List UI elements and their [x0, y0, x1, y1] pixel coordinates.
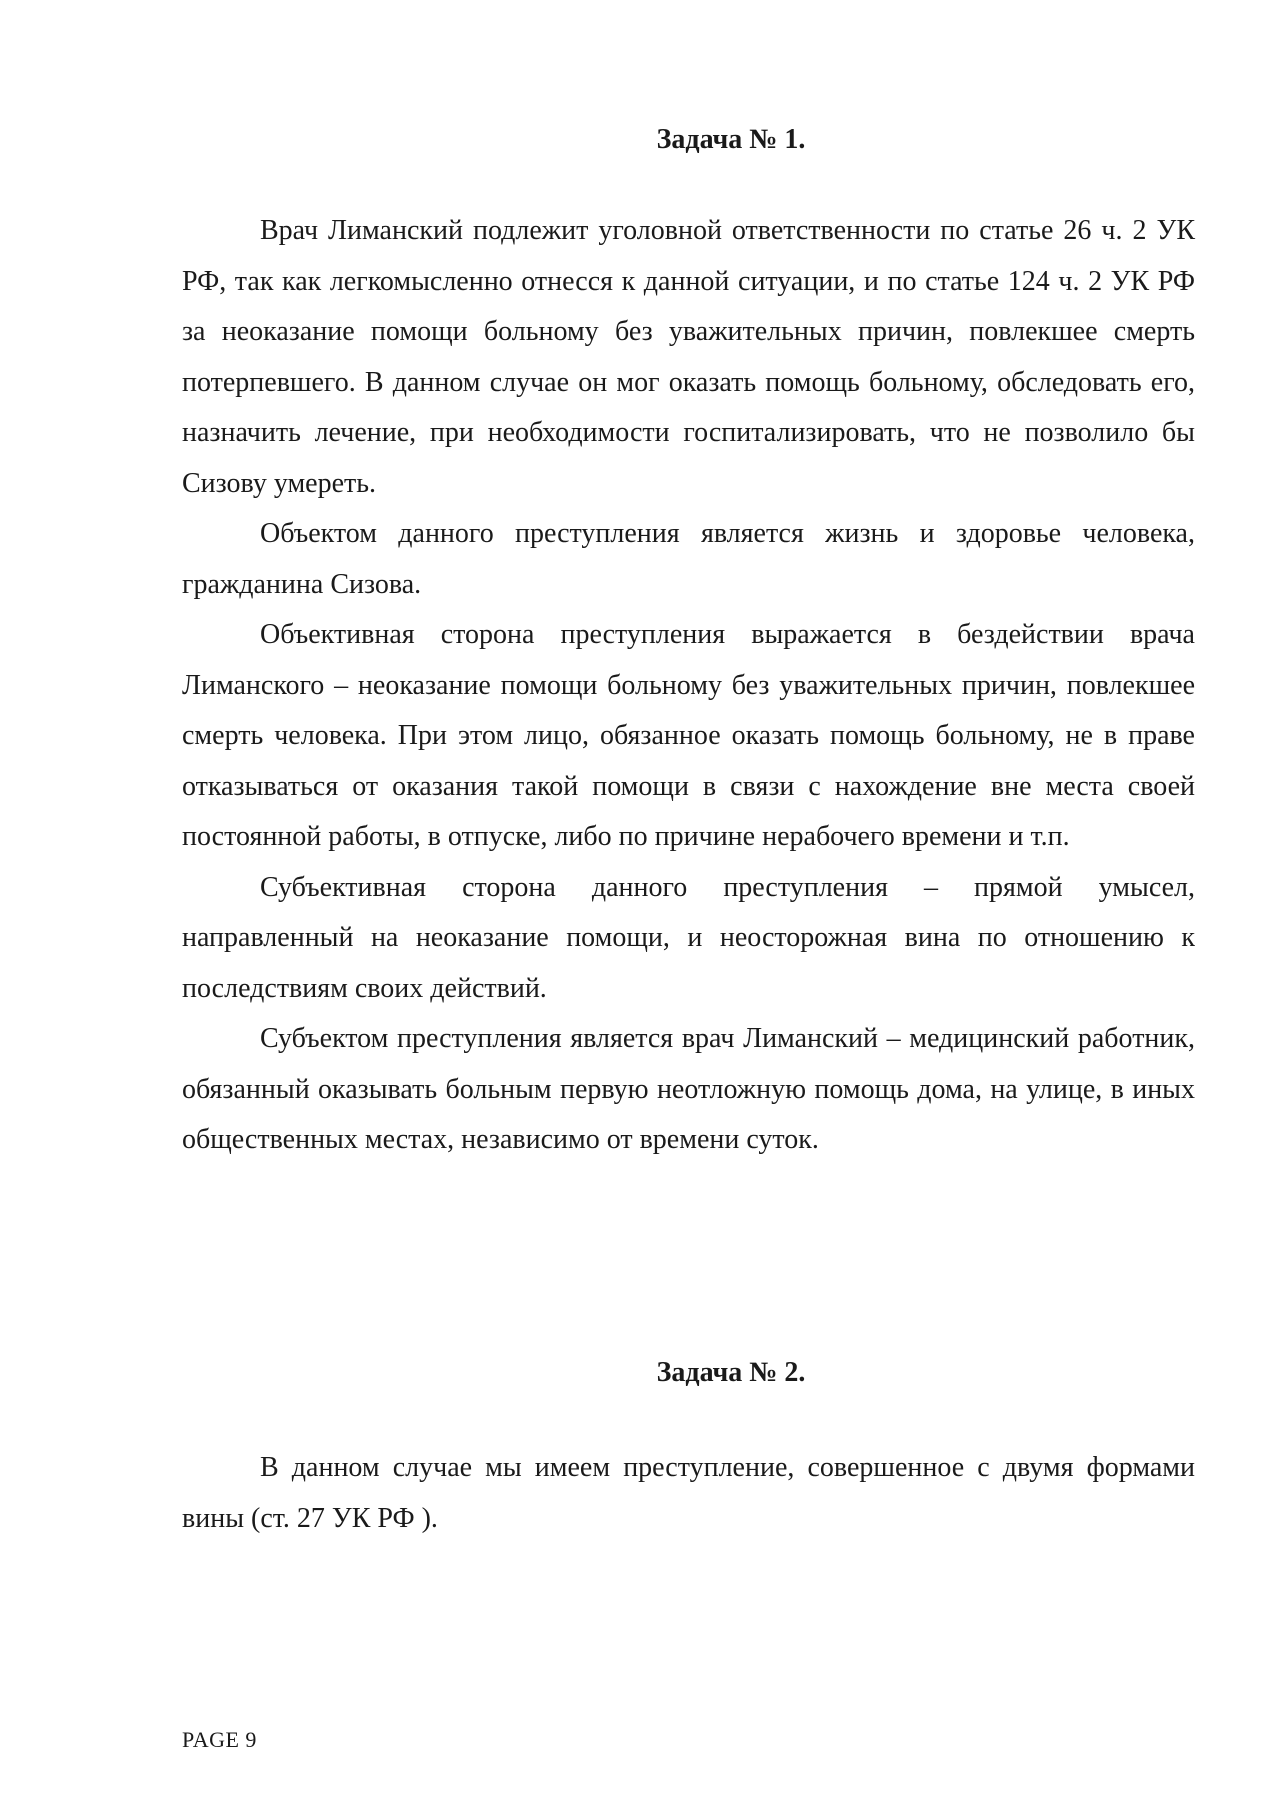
task-2-body [182, 1443, 1195, 1544]
task-2-paragraph-1: В данном случае мы имеем преступление, совершенное с двумя формами вины (ст. 27 УК РФ ). [182, 1452, 1195, 1534]
task-1-paragraph-1: Врач Лиманский подлежит уголовной ответственности по статье 26 ч. 2 УК РФ, так как легкомысленно отнесся к данной ситуации, и по статье 124 ч. 2 УК РФ за неоказание помощи больному без уважительных причин, повлекшее смерть потерпевшего. В данном случае он мог оказать помощь больному, обследовать его, назначить лечение, при необходимости госпитализировать, что не позволило бы Сизову умереть. [182, 215, 1195, 499]
task-1-paragraph-5: Субъектом преступления является врач Лиманский – медицинский работник, обязанный оказывать больным первую неотложную помощь дома, на улице, в иных общественных местах, независимо от времени суток. [182, 1023, 1195, 1155]
task-1-body [182, 206, 1195, 1166]
task-2-title: Задача № 2. [656, 1357, 806, 1388]
task-1-paragraph-4: Субъективная сторона данного преступления – прямой умысел, направленный на неоказание помощи, и неосторожная вина по отношению к последствиям своих действий. [182, 871, 1195, 1004]
task-1-paragraph-2: Объектом данного преступления является жизнь и здоровье человека, гражданина Сизова. [182, 518, 1195, 600]
page-number-footer: PAGE 9 [182, 1727, 257, 1752]
task-1-paragraph-3: Объективная сторона преступления выражается в бездействии врача Лиманского – неоказание помощи больному без уважительных причин, повлекшее смерть человека. При этом лицо, обязанное оказать помощь больному, не в праве отказываться от оказания такой помощи в связи с нахождение вне места своей постоянной работы, в отпуске, либо по причине нерабочего времени и т.п. [182, 619, 1195, 852]
task-1-title: Задача № 1. [656, 124, 806, 155]
